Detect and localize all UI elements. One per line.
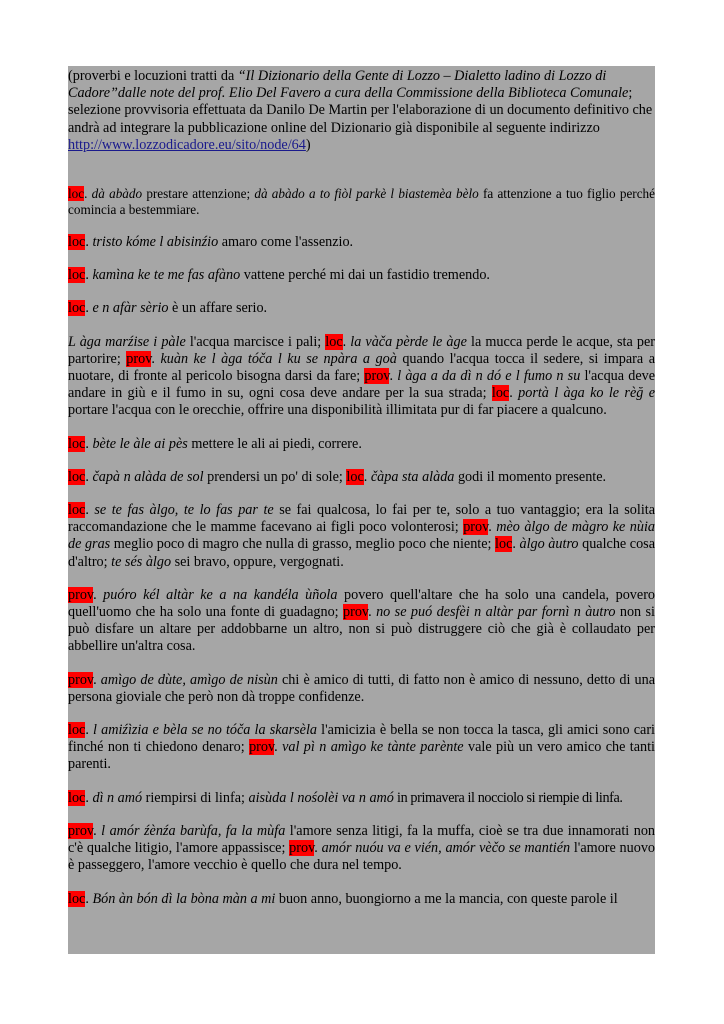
translation: mettere le ali ai piedi, correre. (187, 435, 362, 452)
entry: loc. kamìna ke te me fas afàno vattene perché mi dai un fastidio tremendo. (68, 267, 490, 284)
prov-tag: prov (364, 368, 390, 385)
translation: la mucca perde le acque, sta per partorire; (68, 333, 655, 367)
prov-tag: prov (68, 586, 94, 603)
dialect-phrase: e n afàr sèrio (92, 300, 169, 317)
prov-tag: prov (343, 604, 369, 621)
prov-tag: prov (68, 671, 94, 688)
prov-tag: prov (126, 350, 152, 367)
translation: l'amore nuovo è passeggero, l'amore vecchio è quello che dura nel tempo. (68, 840, 655, 874)
translation: vale più un vero amico che tanti parenti. (68, 739, 655, 773)
dialect-phrase: dà abàdo (91, 186, 143, 202)
translation: fa attenzione a tuo figlio perché comincia a bestemmiare. (68, 186, 655, 218)
translation: portare l'acqua con le orecchie, offrire una disponibilità illimitata pur di far piacere a qualcuno. (68, 402, 607, 419)
dialect-phrase: amìgo de dùte, amìgo de nisùn (100, 671, 278, 688)
dialect-phrase: kamìna ke te me fas afàno (92, 267, 241, 284)
dialect-phrase: mèo àlgo de màgro ke nùia de gras (68, 519, 655, 553)
entry: prov. amìgo de dùte, amìgo de nisùn chi è amico di tutti, di fatto non è amico di nessuno, detto di una persona gioviale che però non dà troppe confidenze. (68, 671, 655, 705)
entry: prov. l amór źènźa barùfa, fa la mùfa l'amore senza litigi, fa la muffa, cioè se tra due innamorati non c'è qualche litigio, l'amore appassisce; prov. amór nuóu va e vién, amór vèčo se mantién l'amore nuovo è passeggero, l'amore vecchio è quello che dura nel tempo. (68, 822, 655, 874)
translation: prestare attenzione; (142, 186, 255, 202)
loc-tag: loc (68, 890, 86, 907)
loc-tag: loc (491, 385, 510, 402)
prov-tag: prov (289, 840, 315, 857)
dialect-phrase: L àga marźise i pàle (68, 333, 186, 350)
intro-text: ; selezione provvisoria effettuata da Danilo De Martin per l'elaborazione di un documento definitivo che andrà ad integrare la pubblicazione online del Dizionario già disponibile al seguente indirizzo (68, 85, 653, 136)
translation: è un affare serio. (168, 300, 268, 317)
loc-tag: loc (325, 333, 343, 350)
entry: L àga marźise i pàle l'acqua marcisce i pali; loc. la vàča pèrde le àge la mucca perde le acque, sta per partorire; prov. kuàn ke l àga tóča l ku se npàra a goà quando l'acqua tocca il sedere, si impara a nuotare, di fronte al pericolo bisogna darsi da fare; prov. l àga a da dì n dó e l fumo n su l'acqua deve andare in giù e il fumo in su, ogni cosa deve andare per la sua strada; loc. portà l àga ko le rèğ e portare l'acqua con le orecchie, offrire una disponibilità illimitata pur di far piacere a qualcuno. (68, 333, 655, 419)
translation: l'amore senza litigi, fa la muffa, cioè se tra due innamorati non c'è qualche litigio, l'amore appassisce; (68, 822, 655, 857)
dictionary-link[interactable]: http://www.lozzodicadore.eu/sito/node/64 (68, 136, 306, 153)
entry: prov. puóro kél altàr ke a na kandéla ùñola povero quell'altare che ha solo una candela, povero quell'uomo che ha solo una fonte di guadagno; prov. no se puó desfèi n altàr par fornì n àutro non si può disfare un altare per addobbarne un altro, non si può distruggere ciò che già è collaudato per abbellire un'altra cosa. (68, 586, 655, 655)
entry: loc. čapà n alàda de sol prendersi un po' di sole; loc. čàpa sta alàda godi il momento presente. (68, 468, 607, 485)
translation: l'acqua marcisce i pali; (185, 333, 326, 350)
dialect-phrase: čàpa sta alàda (370, 468, 455, 485)
translation: godi il momento presente. (454, 468, 607, 485)
dialect-phrase: l àga a da dì n dó e l fumo n su (397, 368, 581, 385)
intro-text: ) (305, 136, 311, 153)
translation: meglio poco di magro che nulla di grasso, meglio poco che niente; (110, 536, 496, 553)
translation: buon anno, buongiorno a me la mancia, con queste parole il (275, 890, 618, 907)
prov-tag: prov (463, 519, 489, 536)
entry: loc. Bón àn bón dì la bòna màn a mi buon anno, buongiorno a me la mancia, con queste parole il (68, 890, 618, 907)
translation: povero quell'altare che ha solo una candela, povero quell'uomo che ha solo una fonte di guadagno; (68, 586, 655, 621)
dialect-phrase: puóro kél altàr ke a na kandéla ùñola (103, 586, 338, 603)
entry: loc. e n afàr sèrio è un affare serio. (68, 300, 268, 317)
loc-tag: loc (68, 435, 86, 452)
dialect-phrase: kuàn ke l àga tóča l ku se npàra a goà (160, 350, 397, 367)
loc-tag: loc (68, 267, 86, 284)
dialect-phrase: amór nuóu va e vién, amór vèčo se mantién (321, 840, 571, 857)
translation: chi è amico di tutti, di fatto non è amico di nessuno, detto di una persona gioviale che però non dà troppe confidenze. (68, 671, 655, 705)
translation: prendersi un po' di sole; (203, 468, 347, 485)
entry: loc. dì n amó riempirsi di linfa; aisùda l nośolèi va n amó in primavera il nocciolo si riempie di linfa. (68, 789, 623, 806)
dialect-phrase: portà l àga ko le rèğ e (518, 385, 655, 402)
translation: se fai qualcosa, lo fai per te, solo a tuo vantaggio; era la solita raccomandazione che le mamme facevano ai figli poco volonterosi; (68, 502, 655, 536)
loc-tag: loc (68, 186, 85, 202)
translation: l'amicizia è bella se non tocca la tasca, gli amici sono cari finché non ti chiedono denaro; (68, 722, 655, 756)
dialect-phrase: val pì n amìgo ke tànte parènte (282, 739, 464, 756)
translation: l'acqua deve andare in giù e il fumo in su, ogni cosa deve andare per la sua strada; (68, 368, 655, 402)
translation: quando l'acqua tocca il sedere, si impara a nuotare, di fronte al pericolo bisogna darsi da fare; (68, 350, 655, 385)
translation: non si può disfare un altare per addobbarne un altro, non si può distruggere ciò che già è collaudato per abbellire un'altra cosa. (68, 604, 655, 655)
dialect-phrase: dà abàdo a to fiòl parkè l biastemèa bèlo (254, 186, 479, 202)
dialect-phrase: aisùda l nośolèi va n amó (248, 789, 394, 806)
loc-tag: loc (68, 789, 86, 806)
source-title: “Il Dizionario della Gente di Lozzo – Dialetto ladino di Lozzo di Cadore”dalle note del prof. Elio Del Favero a cura della Commissione della Biblioteca Comunale (68, 68, 629, 102)
document-page (68, 66, 655, 954)
prov-tag: prov (249, 739, 275, 756)
entry: loc. tristo kóme l abisinźio amaro come l'assenzio. (68, 234, 354, 251)
intro-paragraph (68, 68, 655, 154)
dialect-phrase: čapà n alàda de sol (92, 468, 204, 485)
loc-tag: loc (68, 468, 86, 485)
entry: loc. bète le àle ai pès mettere le ali ai piedi, correre. (68, 435, 362, 452)
entry: loc. se te fas àlgo, te lo fas par te se fai qualcosa, lo fai per te, solo a tuo vantaggio; era la solita raccomandazione che le mamme facevano ai figli poco volonterosi; prov. mèo àlgo de màgro ke nùia de gras meglio poco di magro che nulla di grasso, meglio poco che niente; loc. àlgo àutro qualche cosa d'altro; te sés àlgo sei bravo, oppure, vergognati. (68, 502, 655, 570)
translation: sei bravo, oppure, vergognati. (171, 553, 344, 570)
dialect-phrase: no se puó desfèi n altàr par fornì n àutro (376, 604, 616, 621)
entry: loc. l amiźìzia e bèla se no tóča la skarsèla l'amicizia è bella se non tocca la tasca, gli amici sono cari finché non ti chiedono denaro; prov. val pì n amìgo ke tànte parènte vale più un vero amico che tanti parenti. (68, 722, 655, 773)
document-content (68, 66, 655, 908)
dialect-phrase: Bón àn bón dì la bòna màn a mi (92, 890, 276, 907)
translation: qualche cosa d'altro; (68, 536, 655, 570)
translation: amaro come l'assenzio. (218, 234, 354, 251)
dialect-phrase: te sés àlgo (111, 553, 172, 570)
translation: vattene perché mi dai un fastidio tremendo. (240, 267, 490, 284)
dialect-phrase: l amiźìzia e bèla se no tóča la skarsèla (93, 722, 317, 739)
translation: in primavera il nocciolo si riempie di linfa. (393, 789, 623, 806)
loc-tag: loc (68, 722, 86, 739)
loc-tag: loc (495, 536, 513, 553)
loc-tag: loc (68, 300, 86, 317)
dialect-phrase: dì n amó (92, 789, 143, 806)
dialect-phrase: àlgo àutro (519, 536, 579, 553)
loc-tag: loc (68, 234, 86, 251)
entry: loc. dà abàdo prestare attenzione; dà abàdo a to fiòl parkè l biastemèa bèlo fa attenzione a tuo figlio perché comincia a bestemmiare. (68, 186, 655, 218)
loc-tag: loc (68, 502, 86, 519)
dialect-phrase: bète le àle ai pès (92, 435, 188, 452)
loc-tag: loc (346, 468, 364, 485)
intro-text: (proverbi e locuzioni tratti da (68, 68, 238, 84)
dialect-phrase: l amór źènźa barùfa, fa la mùfa (101, 822, 286, 839)
prov-tag: prov (68, 822, 94, 839)
translation: riempirsi di linfa; (142, 789, 249, 806)
dialect-phrase: la vàča pèrde le àge (350, 333, 467, 350)
dialect-phrase: tristo kóme l abisinźio (92, 234, 219, 251)
dialect-phrase: se te fas àlgo, te lo fas par te (94, 502, 274, 519)
